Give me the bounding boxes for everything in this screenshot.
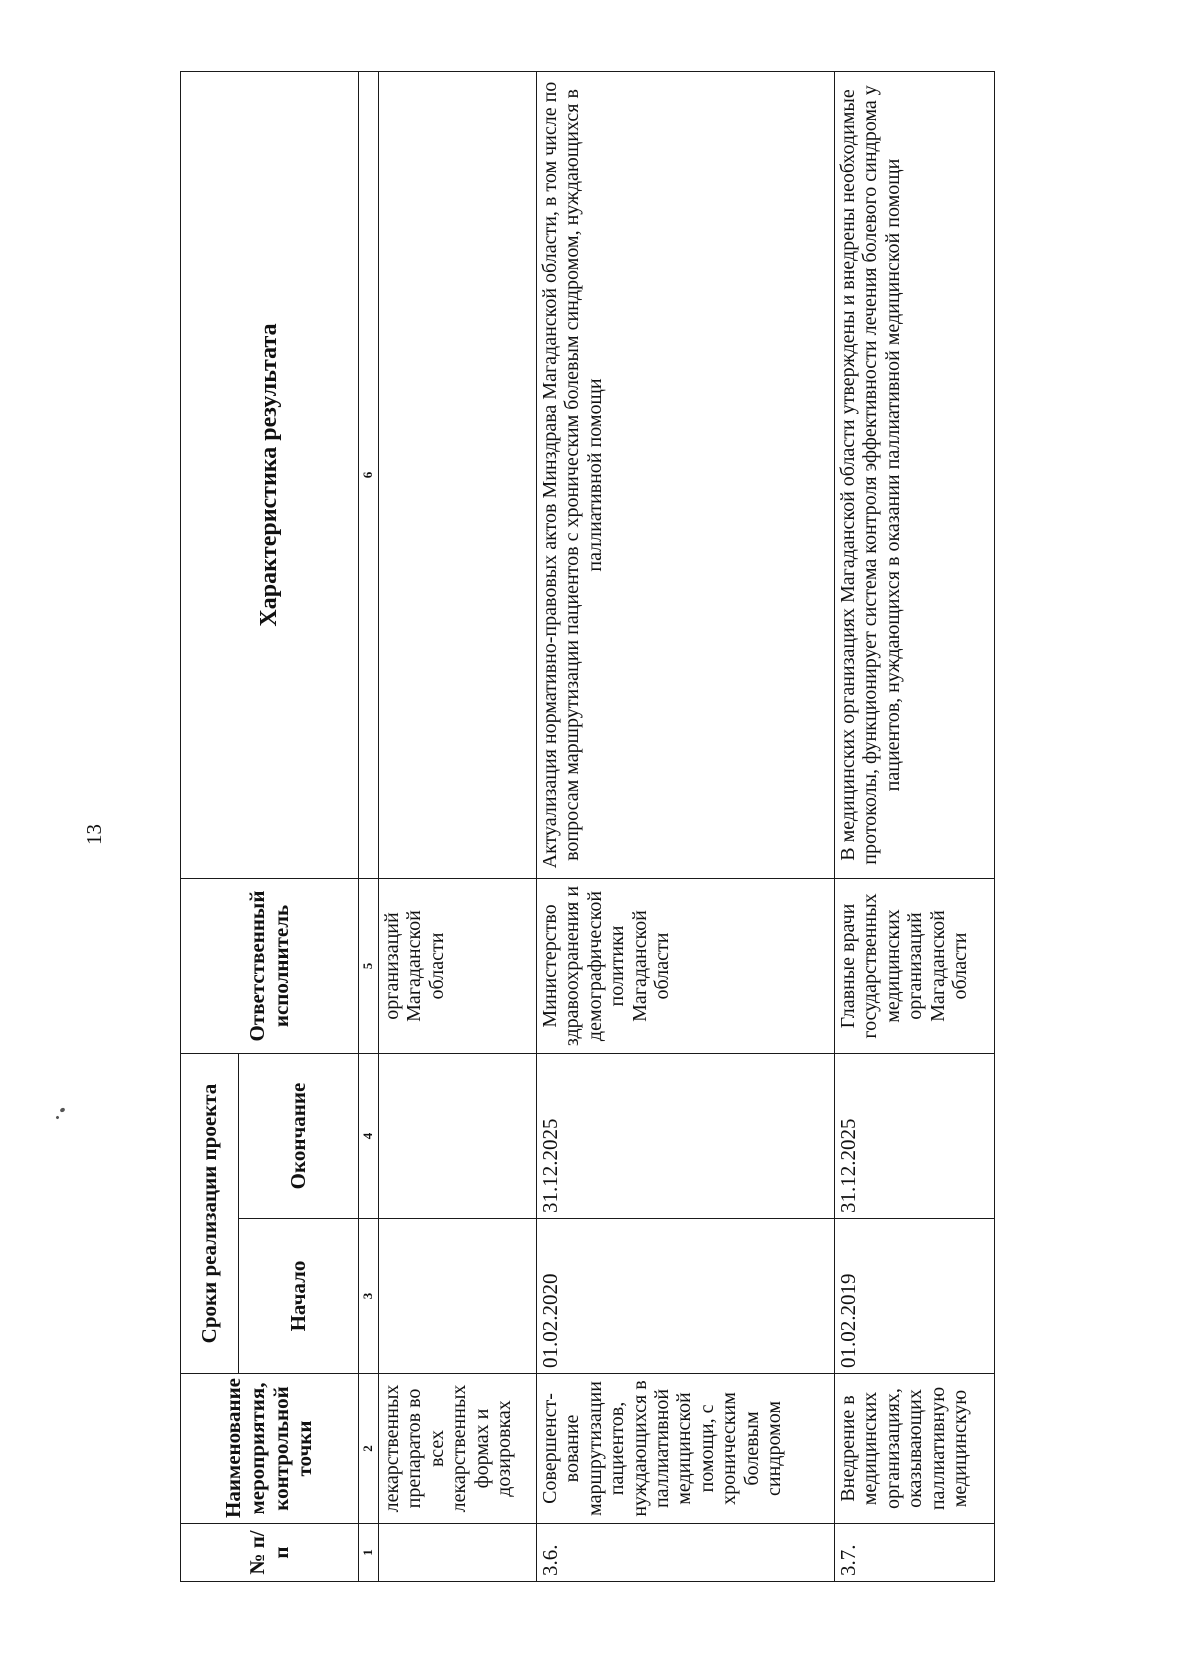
row-end: 31.12.2025 [537, 1054, 835, 1219]
column-number: 6 [359, 72, 379, 879]
table-row [835, 72, 995, 1582]
row-executor: организаций Магаданской области [379, 879, 537, 1054]
page-number: 13 [82, 824, 106, 845]
rotated-table-wrapper [180, 72, 971, 1582]
row-executor: Министерство здравоохранения и демографической политики Магаданской области [537, 879, 835, 1054]
row-result: В медицинских организациях Магаданской области утверждены и внедрены необходимые протоколы, функционирует система контроля эффективности лечения болевого синдрома у пациентов, нуждающихся в оказании паллиативной медицинской помощи [835, 72, 995, 879]
row-name: лекарственных препаратов во всех лекарственных формах и дозировках [379, 1374, 537, 1524]
scan-speck [59, 1107, 65, 1113]
header-end: Окончание [239, 1054, 359, 1219]
row-start [379, 1219, 537, 1374]
header-result: Характеристика результата [181, 72, 359, 879]
row-name: Внедрение в медицинских организациях, оказывающих паллиативную медицинскую [835, 1374, 995, 1524]
row-executor: Главные врачи государственных медицинских организаций Магаданской области [835, 879, 995, 1054]
project-table [180, 71, 995, 1582]
column-number: 3 [359, 1219, 379, 1374]
table-row [537, 72, 835, 1582]
header-name: Наименование мероприятия, контрольной точки [181, 1374, 359, 1524]
row-result: Актуализация нормативно-правовых актов Минздрава Магаданской области, в том числе по вопросам маршрутизации пациентов с хроническим болевым синдромом, нуждающихся в паллиативной помощи [537, 72, 835, 879]
column-number: 4 [359, 1054, 379, 1219]
row-no [379, 1524, 537, 1582]
row-start: 01.02.2019 [835, 1219, 995, 1374]
header-no: № п/п [181, 1524, 359, 1582]
scan-speck [55, 1115, 59, 1119]
row-end: 31.12.2025 [835, 1054, 995, 1219]
column-number: 1 [359, 1524, 379, 1582]
row-start: 01.02.2020 [537, 1219, 835, 1374]
row-end [379, 1054, 537, 1219]
row-no: 3.7. [835, 1524, 995, 1582]
table-row [379, 72, 537, 1582]
header-start: Начало [239, 1219, 359, 1374]
column-number: 5 [359, 879, 379, 1054]
header-executor: Ответственный исполнитель [181, 879, 359, 1054]
row-result [379, 72, 537, 879]
header-terms: Сроки реализации проекта [181, 1054, 239, 1374]
row-no: 3.6. [537, 1524, 835, 1582]
row-name: Совершенст-вование маршрутизации пациентов, нуждающихся в паллиативной медицинской помощи, с хроническим болевым синдромом [537, 1374, 835, 1524]
column-number: 2 [359, 1374, 379, 1524]
